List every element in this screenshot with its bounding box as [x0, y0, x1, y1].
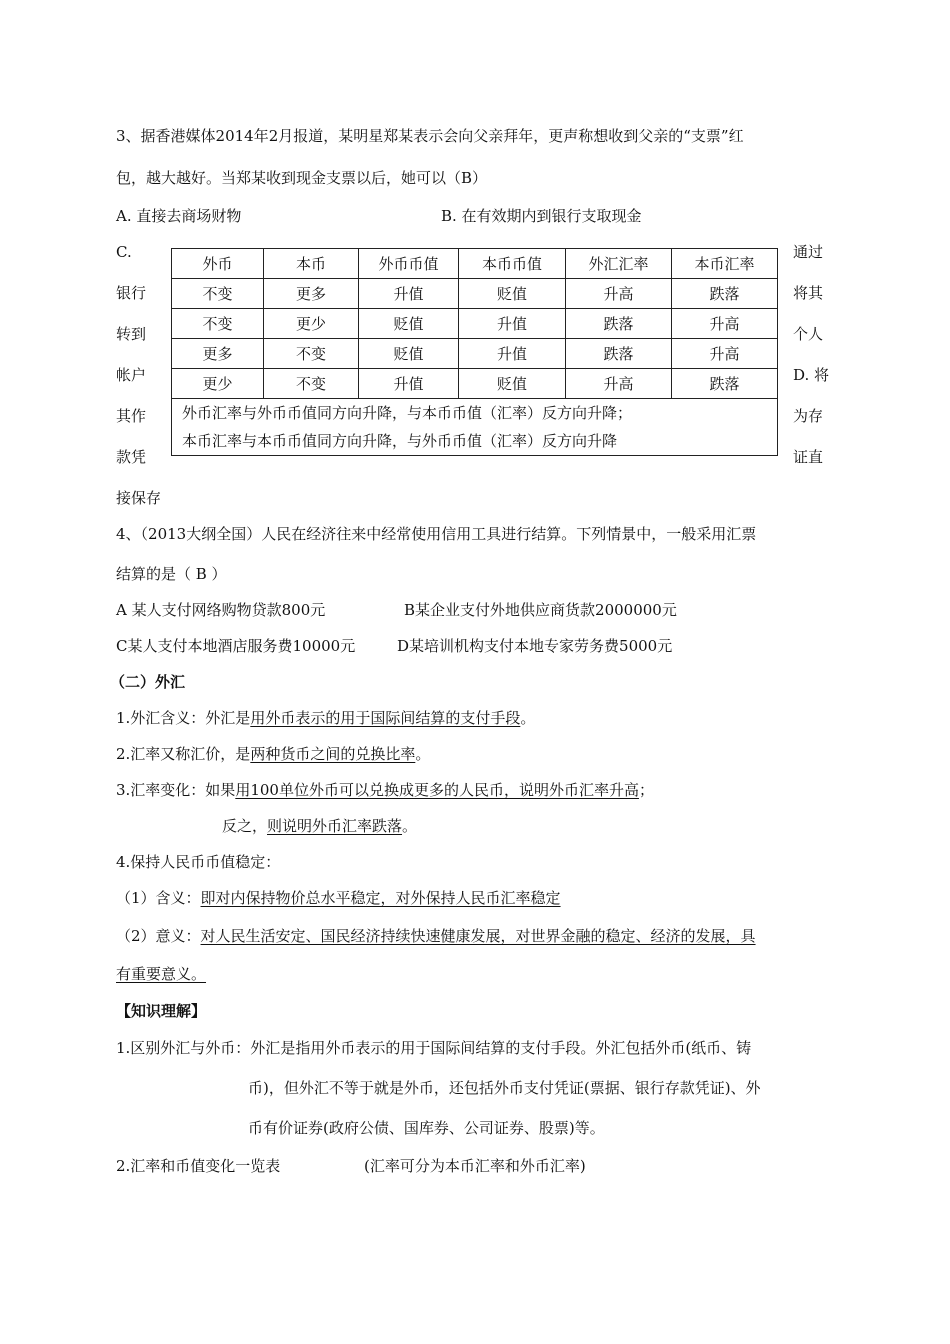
table-cell: 跌落: [566, 339, 672, 369]
table-header-cell: 外币币值: [359, 249, 459, 279]
q3-side-right-2: 将其: [793, 284, 824, 302]
forex-p4b: [116, 926, 756, 946]
table-note-line2: 本币汇率与本币币值同方向升降，与外币币值（汇率）反方向升降: [182, 432, 618, 450]
q4-option-c: C某人支付本地酒店服务费10000元: [116, 637, 356, 655]
table-row: [172, 279, 778, 309]
q3-side-right-5: 为存: [793, 407, 824, 425]
forex-p2-underline: 两种货币之间的兑换比率: [250, 745, 416, 763]
forex-p3: [116, 780, 654, 800]
q3-side-right-3: 个人: [793, 325, 824, 343]
table-cell: 跌落: [672, 279, 778, 309]
q3-side-left-4: 帐户: [116, 366, 147, 384]
table-cell: 更少: [264, 309, 359, 339]
table-cell: 跌落: [566, 309, 672, 339]
table-note-row: [172, 399, 778, 456]
table-note-cell: [172, 399, 778, 456]
table-cell: 升高: [566, 279, 672, 309]
knowledge-k1-line2: 币)，但外汇不等于就是外币，还包括外币支付凭证(票据、银行存款凭证)、外: [248, 1079, 761, 1097]
forex-p4b-underline: 对人民生活安定、国民经济持续快速健康发展，对世界金融的稳定、经济的发展，具: [200, 927, 756, 945]
table-cell: 升高: [672, 309, 778, 339]
forex-p3b: [222, 816, 417, 836]
q3-side-left-5: 其作: [116, 407, 147, 425]
table-header-cell: 外汇汇率: [566, 249, 672, 279]
table-header-row: [172, 249, 778, 279]
table-row: [172, 309, 778, 339]
table-cell: 不变: [264, 369, 359, 399]
table-header-cell: 本币币值: [459, 249, 566, 279]
table-cell: 贬值: [459, 369, 566, 399]
table-header-cell: 外币: [172, 249, 264, 279]
forex-p4a-underline: 即对内保持物价总水平稳定，对外保持人民币汇率稳定: [200, 889, 561, 907]
table-cell: 升值: [359, 279, 459, 309]
forex-p4b-label: （2）意义：: [116, 927, 201, 945]
exchange-rate-table: [171, 248, 778, 456]
forex-p4b-line2: 有重要意义。: [116, 965, 207, 983]
table-cell: 更多: [172, 339, 264, 369]
table-cell: 升高: [566, 369, 672, 399]
knowledge-k2-note: (汇率可分为本币汇率和外币汇率): [364, 1157, 586, 1175]
table-cell: 升高: [672, 339, 778, 369]
forex-p1-label: 1.外汇含义：外汇是: [116, 709, 251, 727]
forex-p4a: [116, 888, 561, 908]
q3-side-left-3: 转到: [116, 325, 147, 343]
forex-p2-end: 。: [415, 745, 431, 763]
q3-side-right-4: D. 将: [793, 366, 830, 384]
table-cell: 不变: [264, 339, 359, 369]
forex-p1: [116, 708, 535, 728]
q3-side-left-1: C.: [116, 243, 132, 261]
q3-side-right-6: 证直: [793, 448, 824, 466]
forex-p3b-end: 。: [402, 817, 418, 835]
forex-p3b-underline: 则说明外币汇率跌落: [267, 817, 403, 835]
forex-p3-label: 3.汇率变化：如果: [116, 781, 236, 799]
q4-option-b: B某企业支付外地供应商货款2000000元: [404, 601, 677, 619]
forex-p2-label: 2.汇率又称汇价，是: [116, 745, 251, 763]
table-cell: 不变: [172, 279, 264, 309]
table-cell: 跌落: [672, 369, 778, 399]
table-cell: 更多: [264, 279, 359, 309]
table-cell: 贬值: [359, 309, 459, 339]
knowledge-k1-line3: 币有价证券(政府公债、国库券、公司证券、股票)等。: [248, 1119, 605, 1137]
forex-p1-underline: 用外币表示的用于国际间结算的支付手段: [250, 709, 521, 727]
table-cell: 升值: [459, 309, 566, 339]
section-heading-knowledge: 【知识理解】: [116, 1002, 207, 1020]
forex-p2: [116, 744, 430, 764]
q4-line2: 结算的是（ B ）: [116, 565, 227, 583]
forex-p1-end: 。: [520, 709, 536, 727]
q3-side-left-2: 银行: [116, 284, 147, 302]
table-cell: 贬值: [459, 279, 566, 309]
q4-option-a: A 某人支付网络购物贷款800元: [116, 601, 326, 619]
table-cell: 更少: [172, 369, 264, 399]
forex-p3-underline: 用100单位外币可以兑换成更多的人民币，说明外币汇率升高: [235, 781, 639, 799]
q3-option-b: B. 在有效期内到银行支取现金: [441, 207, 642, 225]
table-header-cell: 本币: [264, 249, 359, 279]
forex-p4a-label: （1）含义：: [116, 889, 201, 907]
forex-p3-end: ；: [638, 781, 654, 799]
q3-tail: 接保存: [116, 489, 162, 507]
knowledge-k1-line1: 1.区别外汇与外币：外汇是指用外币表示的用于国际间结算的支付手段。外汇包括外币(纸币、铸: [116, 1039, 752, 1057]
table-row: [172, 339, 778, 369]
table-note-line1: 外币汇率与外币币值同方向升降，与本币币值（汇率）反方向升降；: [182, 404, 633, 422]
q3-side-left-6: 款凭: [116, 448, 147, 466]
q4-option-d: D某培训机构支付本地专家劳务费5000元: [397, 637, 673, 655]
table-cell: 不变: [172, 309, 264, 339]
table-cell: 贬值: [359, 339, 459, 369]
knowledge-k2-label: 2.汇率和币值变化一览表: [116, 1157, 281, 1175]
table-cell: 升值: [459, 339, 566, 369]
q3-option-a: A. 直接去商场财物: [116, 207, 242, 225]
q4-line1: 4、（2013大纲全国）人民在经济往来中经常使用信用工具进行结算。下列情景中，一般采用汇票: [116, 525, 757, 543]
table-cell: 升值: [359, 369, 459, 399]
q3-line2: 包，越大越好。当郑某收到现金支票以后，她可以（B）: [116, 169, 488, 187]
section-heading-forex: （二）外汇: [110, 673, 186, 691]
q3-line1: 3、据香港媒体2014年2月报道，某明星郑某表示会向父亲拜年，更声称想收到父亲的“支票”红: [116, 127, 744, 145]
forex-p4: 4.保持人民币币值稳定：: [116, 853, 281, 871]
table-header-cell: 本币汇率: [672, 249, 778, 279]
table-row: [172, 369, 778, 399]
q3-side-right-1: 通过: [793, 243, 824, 261]
forex-p3b-label: 反之，: [222, 817, 268, 835]
